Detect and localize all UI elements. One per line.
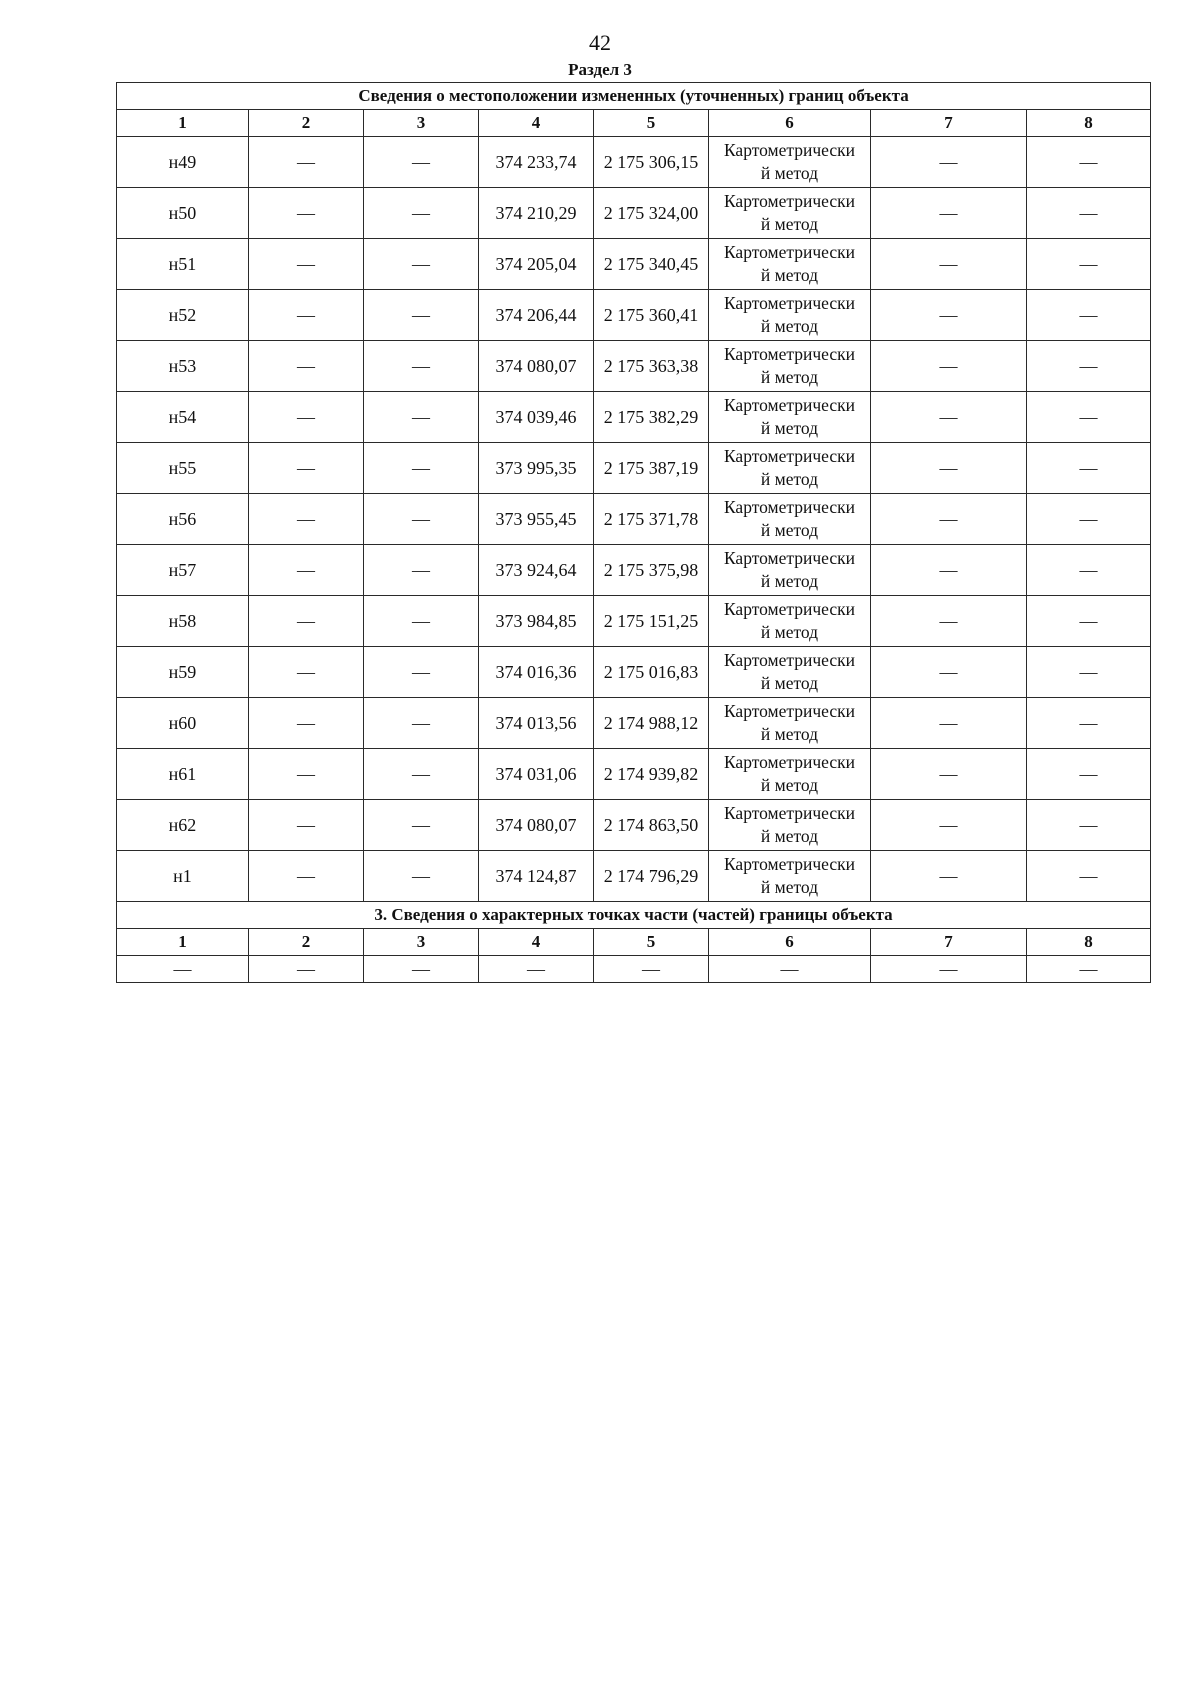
coordinate-y-cell: 2 175 306,15 <box>594 137 709 188</box>
coordinate-y-cell: 2 175 151,25 <box>594 596 709 647</box>
table-cell: — <box>871 137 1027 188</box>
table-cell: — <box>364 800 479 851</box>
table-cell: — <box>364 851 479 902</box>
table-cell: — <box>364 698 479 749</box>
coordinate-x-cell: 374 124,87 <box>479 851 594 902</box>
method-line: Картометрически <box>723 446 856 466</box>
method-line: й метод <box>760 469 819 489</box>
method-cell <box>709 698 871 749</box>
method-cell <box>709 851 871 902</box>
table-cell: — <box>871 392 1027 443</box>
table-cell: — <box>364 596 479 647</box>
method-cell <box>709 647 871 698</box>
coordinate-y-cell: 2 174 863,50 <box>594 800 709 851</box>
method-line: Картометрически <box>723 242 856 262</box>
table-cell: — <box>1027 956 1151 983</box>
table-row <box>117 749 1151 800</box>
method-line: Картометрически <box>723 752 856 772</box>
point-number-cell: н52 <box>117 290 249 341</box>
column-header: 6 <box>709 929 871 956</box>
table-cell: — <box>364 239 479 290</box>
table-cell: — <box>594 956 709 983</box>
table-cell: — <box>249 392 364 443</box>
coordinate-x-cell: 374 233,74 <box>479 137 594 188</box>
point-number-cell: н53 <box>117 341 249 392</box>
coordinate-y-cell: 2 175 360,41 <box>594 290 709 341</box>
column-header: 8 <box>1027 110 1151 137</box>
method-line: Картометрически <box>723 599 856 619</box>
table-cell: — <box>871 290 1027 341</box>
coordinate-x-cell: 373 955,45 <box>479 494 594 545</box>
table-cell: — <box>364 647 479 698</box>
coordinate-x-cell: 374 210,29 <box>479 188 594 239</box>
table-caption-parts: 3. Сведения о характерных точках части (частей) границы объекта <box>117 902 1151 929</box>
table-cell: — <box>249 341 364 392</box>
table-row <box>117 494 1151 545</box>
point-number-cell: н57 <box>117 545 249 596</box>
table-cell: — <box>364 494 479 545</box>
column-header: 1 <box>117 110 249 137</box>
point-number-cell: н50 <box>117 188 249 239</box>
column-header: 2 <box>249 110 364 137</box>
table-cell: — <box>871 545 1027 596</box>
table-row <box>117 698 1151 749</box>
table-cell: — <box>1027 647 1151 698</box>
coordinate-x-cell: 374 039,46 <box>479 392 594 443</box>
table-cell: — <box>1027 698 1151 749</box>
table-cell: — <box>871 749 1027 800</box>
table-cell: — <box>249 956 364 983</box>
table-row <box>117 137 1151 188</box>
table-cell: — <box>249 800 364 851</box>
method-line: Картометрически <box>723 395 856 415</box>
point-number-cell: н51 <box>117 239 249 290</box>
point-number-cell: н56 <box>117 494 249 545</box>
coordinate-x-cell: 374 013,56 <box>479 698 594 749</box>
method-line: Картометрически <box>723 854 856 874</box>
column-header: 3 <box>364 929 479 956</box>
column-header: 7 <box>871 929 1027 956</box>
table-cell: — <box>1027 494 1151 545</box>
table-row <box>117 443 1151 494</box>
table-cell: — <box>1027 596 1151 647</box>
method-line: й метод <box>760 724 819 744</box>
table-cell: — <box>1027 545 1151 596</box>
table-cell: — <box>1027 800 1151 851</box>
method-cell <box>709 341 871 392</box>
table-cell: — <box>364 290 479 341</box>
method-line: Картометрически <box>723 548 856 568</box>
table-cell: — <box>871 698 1027 749</box>
column-header-row-2 <box>117 929 1151 956</box>
section-title: Раздел 3 <box>568 60 632 79</box>
method-line: Картометрически <box>723 140 856 160</box>
point-number-cell: н49 <box>117 137 249 188</box>
coordinate-x-cell: 374 080,07 <box>479 800 594 851</box>
coordinate-y-cell: 2 175 375,98 <box>594 545 709 596</box>
table-cell: — <box>249 596 364 647</box>
method-line: й метод <box>760 571 819 591</box>
table-cell: — <box>871 851 1027 902</box>
table-cell: — <box>249 137 364 188</box>
table-row <box>117 239 1151 290</box>
method-line: й метод <box>760 520 819 540</box>
column-header: 8 <box>1027 929 1151 956</box>
table-cell: — <box>364 443 479 494</box>
table-cell: — <box>871 647 1027 698</box>
table-cell: — <box>249 851 364 902</box>
coordinate-x-cell: 373 984,85 <box>479 596 594 647</box>
table-cell: — <box>871 494 1027 545</box>
method-line: й метод <box>760 826 819 846</box>
table-cell: — <box>249 749 364 800</box>
method-line: й метод <box>760 418 819 438</box>
point-number-cell: н58 <box>117 596 249 647</box>
table-cell: — <box>1027 851 1151 902</box>
table-row <box>117 596 1151 647</box>
coordinate-y-cell: 2 175 387,19 <box>594 443 709 494</box>
coordinate-x-cell: 374 016,36 <box>479 647 594 698</box>
method-cell <box>709 545 871 596</box>
table-cell: — <box>249 239 364 290</box>
coordinate-y-cell: 2 175 324,00 <box>594 188 709 239</box>
method-cell <box>709 494 871 545</box>
table-cell: — <box>364 137 479 188</box>
coordinate-x-cell: 374 206,44 <box>479 290 594 341</box>
table-cell: — <box>117 956 249 983</box>
table-cell: — <box>1027 239 1151 290</box>
table-cell: — <box>1027 341 1151 392</box>
coordinate-y-cell: 2 174 939,82 <box>594 749 709 800</box>
method-line: й метод <box>760 622 819 642</box>
coordinate-y-cell: 2 175 016,83 <box>594 647 709 698</box>
method-cell <box>709 188 871 239</box>
table-cell: — <box>249 494 364 545</box>
method-line: й метод <box>760 316 819 336</box>
table-cell: — <box>1027 188 1151 239</box>
point-number-cell: н55 <box>117 443 249 494</box>
table-cell: — <box>871 239 1027 290</box>
table-cell: — <box>249 188 364 239</box>
table-row <box>117 545 1151 596</box>
table-cell: — <box>871 800 1027 851</box>
page-number: 42 <box>589 30 611 55</box>
coordinate-x-cell: 374 080,07 <box>479 341 594 392</box>
point-number-cell: н61 <box>117 749 249 800</box>
method-cell <box>709 596 871 647</box>
table-cell: — <box>249 443 364 494</box>
method-cell <box>709 239 871 290</box>
method-line: Картометрически <box>723 650 856 670</box>
method-cell <box>709 749 871 800</box>
table-cell: — <box>871 188 1027 239</box>
method-line: Картометрически <box>723 803 856 823</box>
coordinate-y-cell: 2 175 371,78 <box>594 494 709 545</box>
method-line: Картометрически <box>723 497 856 517</box>
boundary-points-table <box>116 82 1151 983</box>
table-cell: — <box>1027 749 1151 800</box>
table-row <box>117 800 1151 851</box>
method-cell <box>709 137 871 188</box>
table-cell: — <box>364 749 479 800</box>
column-header: 4 <box>479 110 594 137</box>
point-number-cell: н1 <box>117 851 249 902</box>
table-caption: Сведения о местоположении измененных (уточненных) границ объекта <box>117 83 1151 110</box>
point-number-cell: н59 <box>117 647 249 698</box>
table-cell: — <box>364 392 479 443</box>
column-header: 4 <box>479 929 594 956</box>
table-row <box>117 647 1151 698</box>
table-row <box>117 341 1151 392</box>
table-cell: — <box>1027 290 1151 341</box>
table-cell: — <box>249 698 364 749</box>
column-header: 3 <box>364 110 479 137</box>
coordinate-x-cell: 373 995,35 <box>479 443 594 494</box>
method-line: Картометрически <box>723 191 856 211</box>
method-line: й метод <box>760 877 819 897</box>
table-cell: — <box>364 956 479 983</box>
column-header: 1 <box>117 929 249 956</box>
method-line: й метод <box>760 265 819 285</box>
column-header: 5 <box>594 110 709 137</box>
table-cell: — <box>871 956 1027 983</box>
method-line: Картометрически <box>723 344 856 364</box>
coordinate-y-cell: 2 174 796,29 <box>594 851 709 902</box>
point-number-cell: н54 <box>117 392 249 443</box>
table-cell: — <box>249 545 364 596</box>
method-cell <box>709 443 871 494</box>
table-cell: — <box>249 647 364 698</box>
table-cell: — <box>249 290 364 341</box>
method-line: Картометрически <box>723 701 856 721</box>
method-cell <box>709 392 871 443</box>
coordinate-y-cell: 2 174 988,12 <box>594 698 709 749</box>
method-line: й метод <box>760 367 819 387</box>
coordinate-y-cell: 2 175 363,38 <box>594 341 709 392</box>
table-cell: — <box>364 341 479 392</box>
table-cell: — <box>479 956 594 983</box>
table-cell: — <box>364 545 479 596</box>
empty-table-row <box>117 956 1151 983</box>
method-cell <box>709 800 871 851</box>
table-row <box>117 851 1151 902</box>
table-cell: — <box>871 443 1027 494</box>
table-cell: — <box>364 188 479 239</box>
table-cell: — <box>871 341 1027 392</box>
table-cell: — <box>1027 443 1151 494</box>
method-cell <box>709 290 871 341</box>
coordinate-x-cell: 374 031,06 <box>479 749 594 800</box>
column-header: 5 <box>594 929 709 956</box>
table-cell: — <box>709 956 871 983</box>
table-row <box>117 188 1151 239</box>
table-row <box>117 290 1151 341</box>
method-line: й метод <box>760 775 819 795</box>
column-header: 2 <box>249 929 364 956</box>
point-number-cell: н62 <box>117 800 249 851</box>
column-header-row <box>117 110 1151 137</box>
column-header: 7 <box>871 110 1027 137</box>
method-line: й метод <box>760 214 819 234</box>
coordinate-x-cell: 373 924,64 <box>479 545 594 596</box>
coordinate-y-cell: 2 175 382,29 <box>594 392 709 443</box>
table-cell: — <box>1027 392 1151 443</box>
table-cell: — <box>1027 137 1151 188</box>
method-line: й метод <box>760 163 819 183</box>
method-line: Картометрически <box>723 293 856 313</box>
method-line: й метод <box>760 673 819 693</box>
table-cell: — <box>871 596 1027 647</box>
point-number-cell: н60 <box>117 698 249 749</box>
coordinate-x-cell: 374 205,04 <box>479 239 594 290</box>
column-header: 6 <box>709 110 871 137</box>
coordinate-y-cell: 2 175 340,45 <box>594 239 709 290</box>
table-row <box>117 392 1151 443</box>
